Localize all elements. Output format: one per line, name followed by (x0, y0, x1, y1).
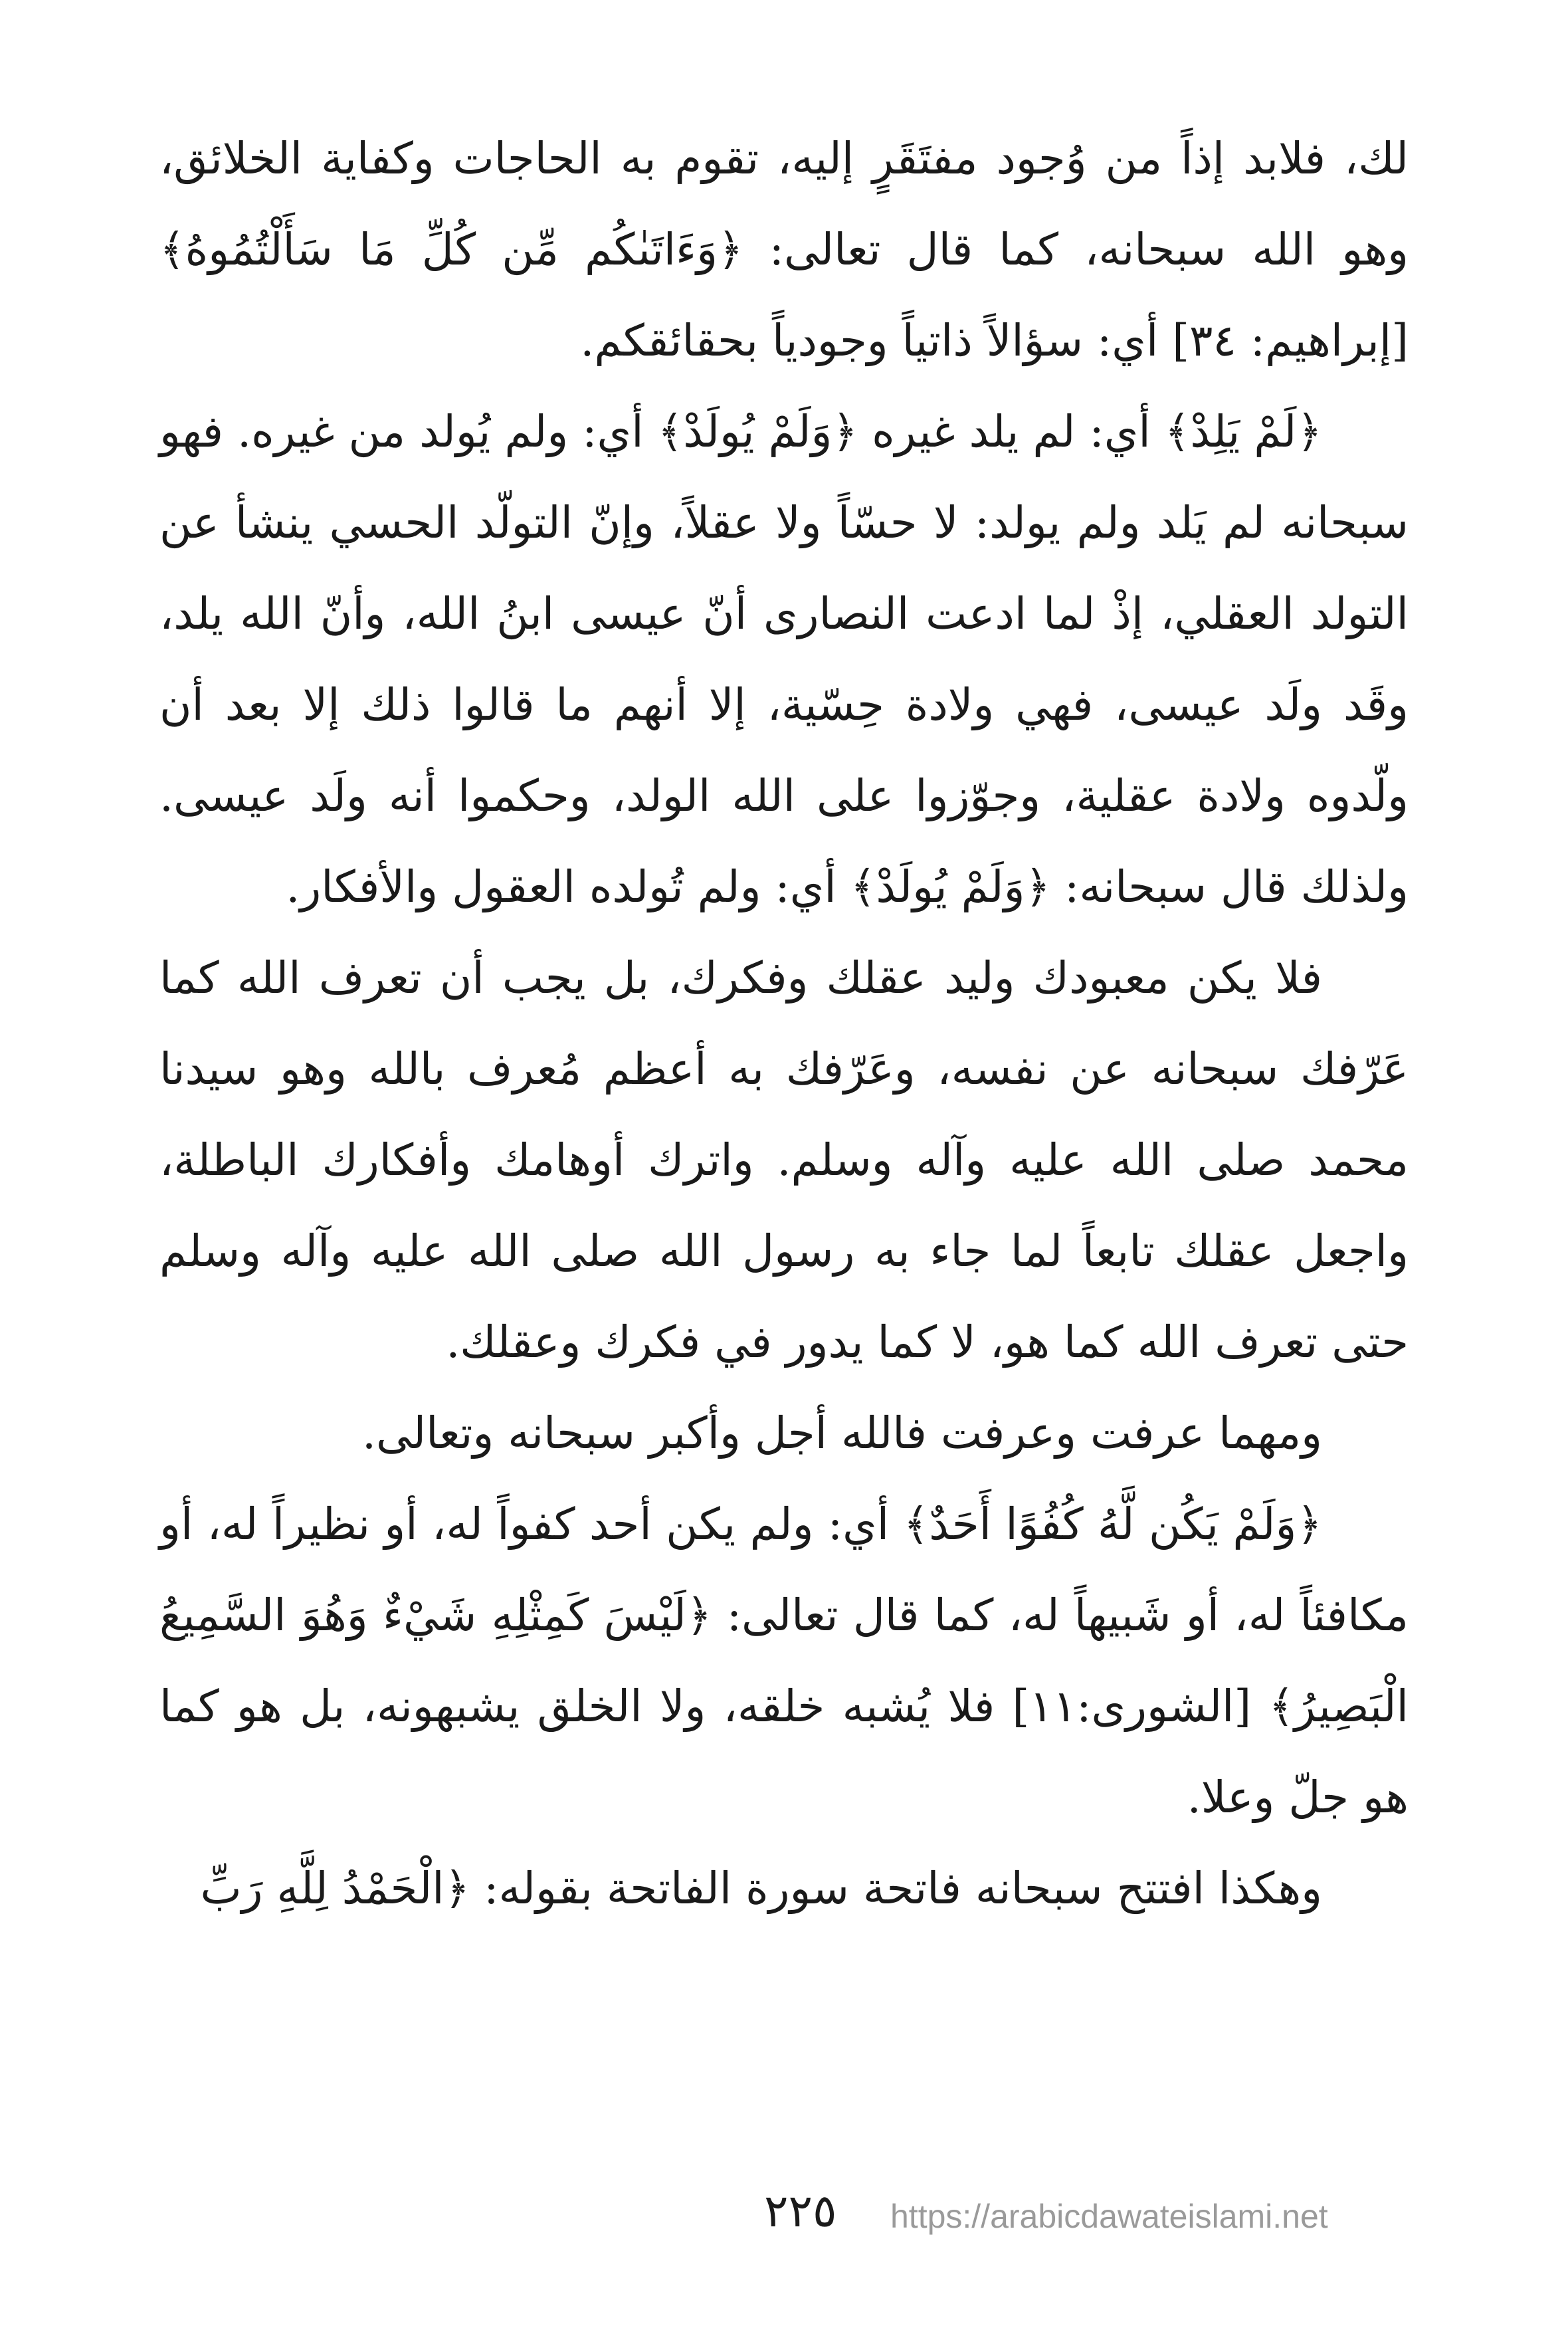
paragraph-5: ﴿وَلَمْ يَكُن لَّهُ كُفُوًا أَحَدٌ﴾ أي: ولم يكن أحد كفواً له، أو نظيراً له، أو مكافئاً له، أو شَبيهاً له، كما قال تعالى: ﴿لَيْسَ كَمِثْلِهِ شَيْءٌ وَهُوَ السَّمِيعُ الْبَصِيرُ﴾ [الشورى:١١] فلا يُشبه خلقه، ولا الخلق يشبهونه، بل هو كما هو جلّ وعلا. (159, 1499, 1409, 1823)
footer-url[interactable]: https://arabicdawateislami.net (890, 2198, 1328, 2235)
paragraph-1: لك، فلابد إذاً من وُجود مفتَقَرٍ إليه، تقوم به الحاجات وكفاية الخلائق، وهو الله سبحانه، كما قال تعالى: ﴿وَءَاتَىٰكُم مِّن كُلِّ مَا سَأَلْتُمُوهُ﴾ [إبراهيم: ٣٤] أي: سؤالاً ذاتياً وجودياً بحقائقكم. (159, 133, 1409, 366)
paragraph-2: ﴿لَمْ يَلِدْ﴾ أي: لم يلد غيره ﴿وَلَمْ يُولَدْ﴾ أي: ولم يُولد من غيره. فهو سبحانه لم يَلد ولم يولد: لا حسّاً ولا عقلاً، وإنّ التولّد الحسي ينشأ عن التولد العقلي، إذْ لما ادعت النصارى أنّ عيسى ابنُ الله، وأنّ الله يلد، وقَد ولَد عيسى، فهي ولادة حِسّية، إلا أنهم ما قالوا ذلك إلا بعد أن ولّدوه ولادة عقلية، وجوّزوا على الله الولد، وحكموا أنه ولَد عيسى. ولذلك قال سبحانه: ﴿وَلَمْ يُولَدْ﴾ أي: ولم تُولده العقول والأفكار. (159, 406, 1409, 912)
paragraph-4: ومهما عرفت وعرفت فالله أجل وأكبر سبحانه وتعالى. (361, 1408, 1322, 1459)
paragraph-3: فلا يكن معبودك وليد عقلك وفكرك، بل يجب أن تعرف الله كما عَرّفك سبحانه عن نفسه، وعَرّفك به أعظم مُعرف بالله وهو سيدنا محمد صلى الله عليه وآله وسلم. واترك أوهامك وأفكارك الباطلة، واجعل عقلك تابعاً لما جاء به رسول الله صلى الله عليه وآله وسلم حتى تعرف الله كما هو، لا كما يدور في فكرك وعقلك. (159, 952, 1409, 1368)
page-footer (0, 2185, 1568, 2252)
body-text (159, 113, 1409, 1934)
paragraph-6: وهكذا افتتح سبحانه فاتحة سورة الفاتحة بقوله: ﴿الْحَمْدُ لِلَّهِ رَبِّ (200, 1863, 1322, 1914)
page-number: ٢٢٥ (764, 2185, 837, 2238)
